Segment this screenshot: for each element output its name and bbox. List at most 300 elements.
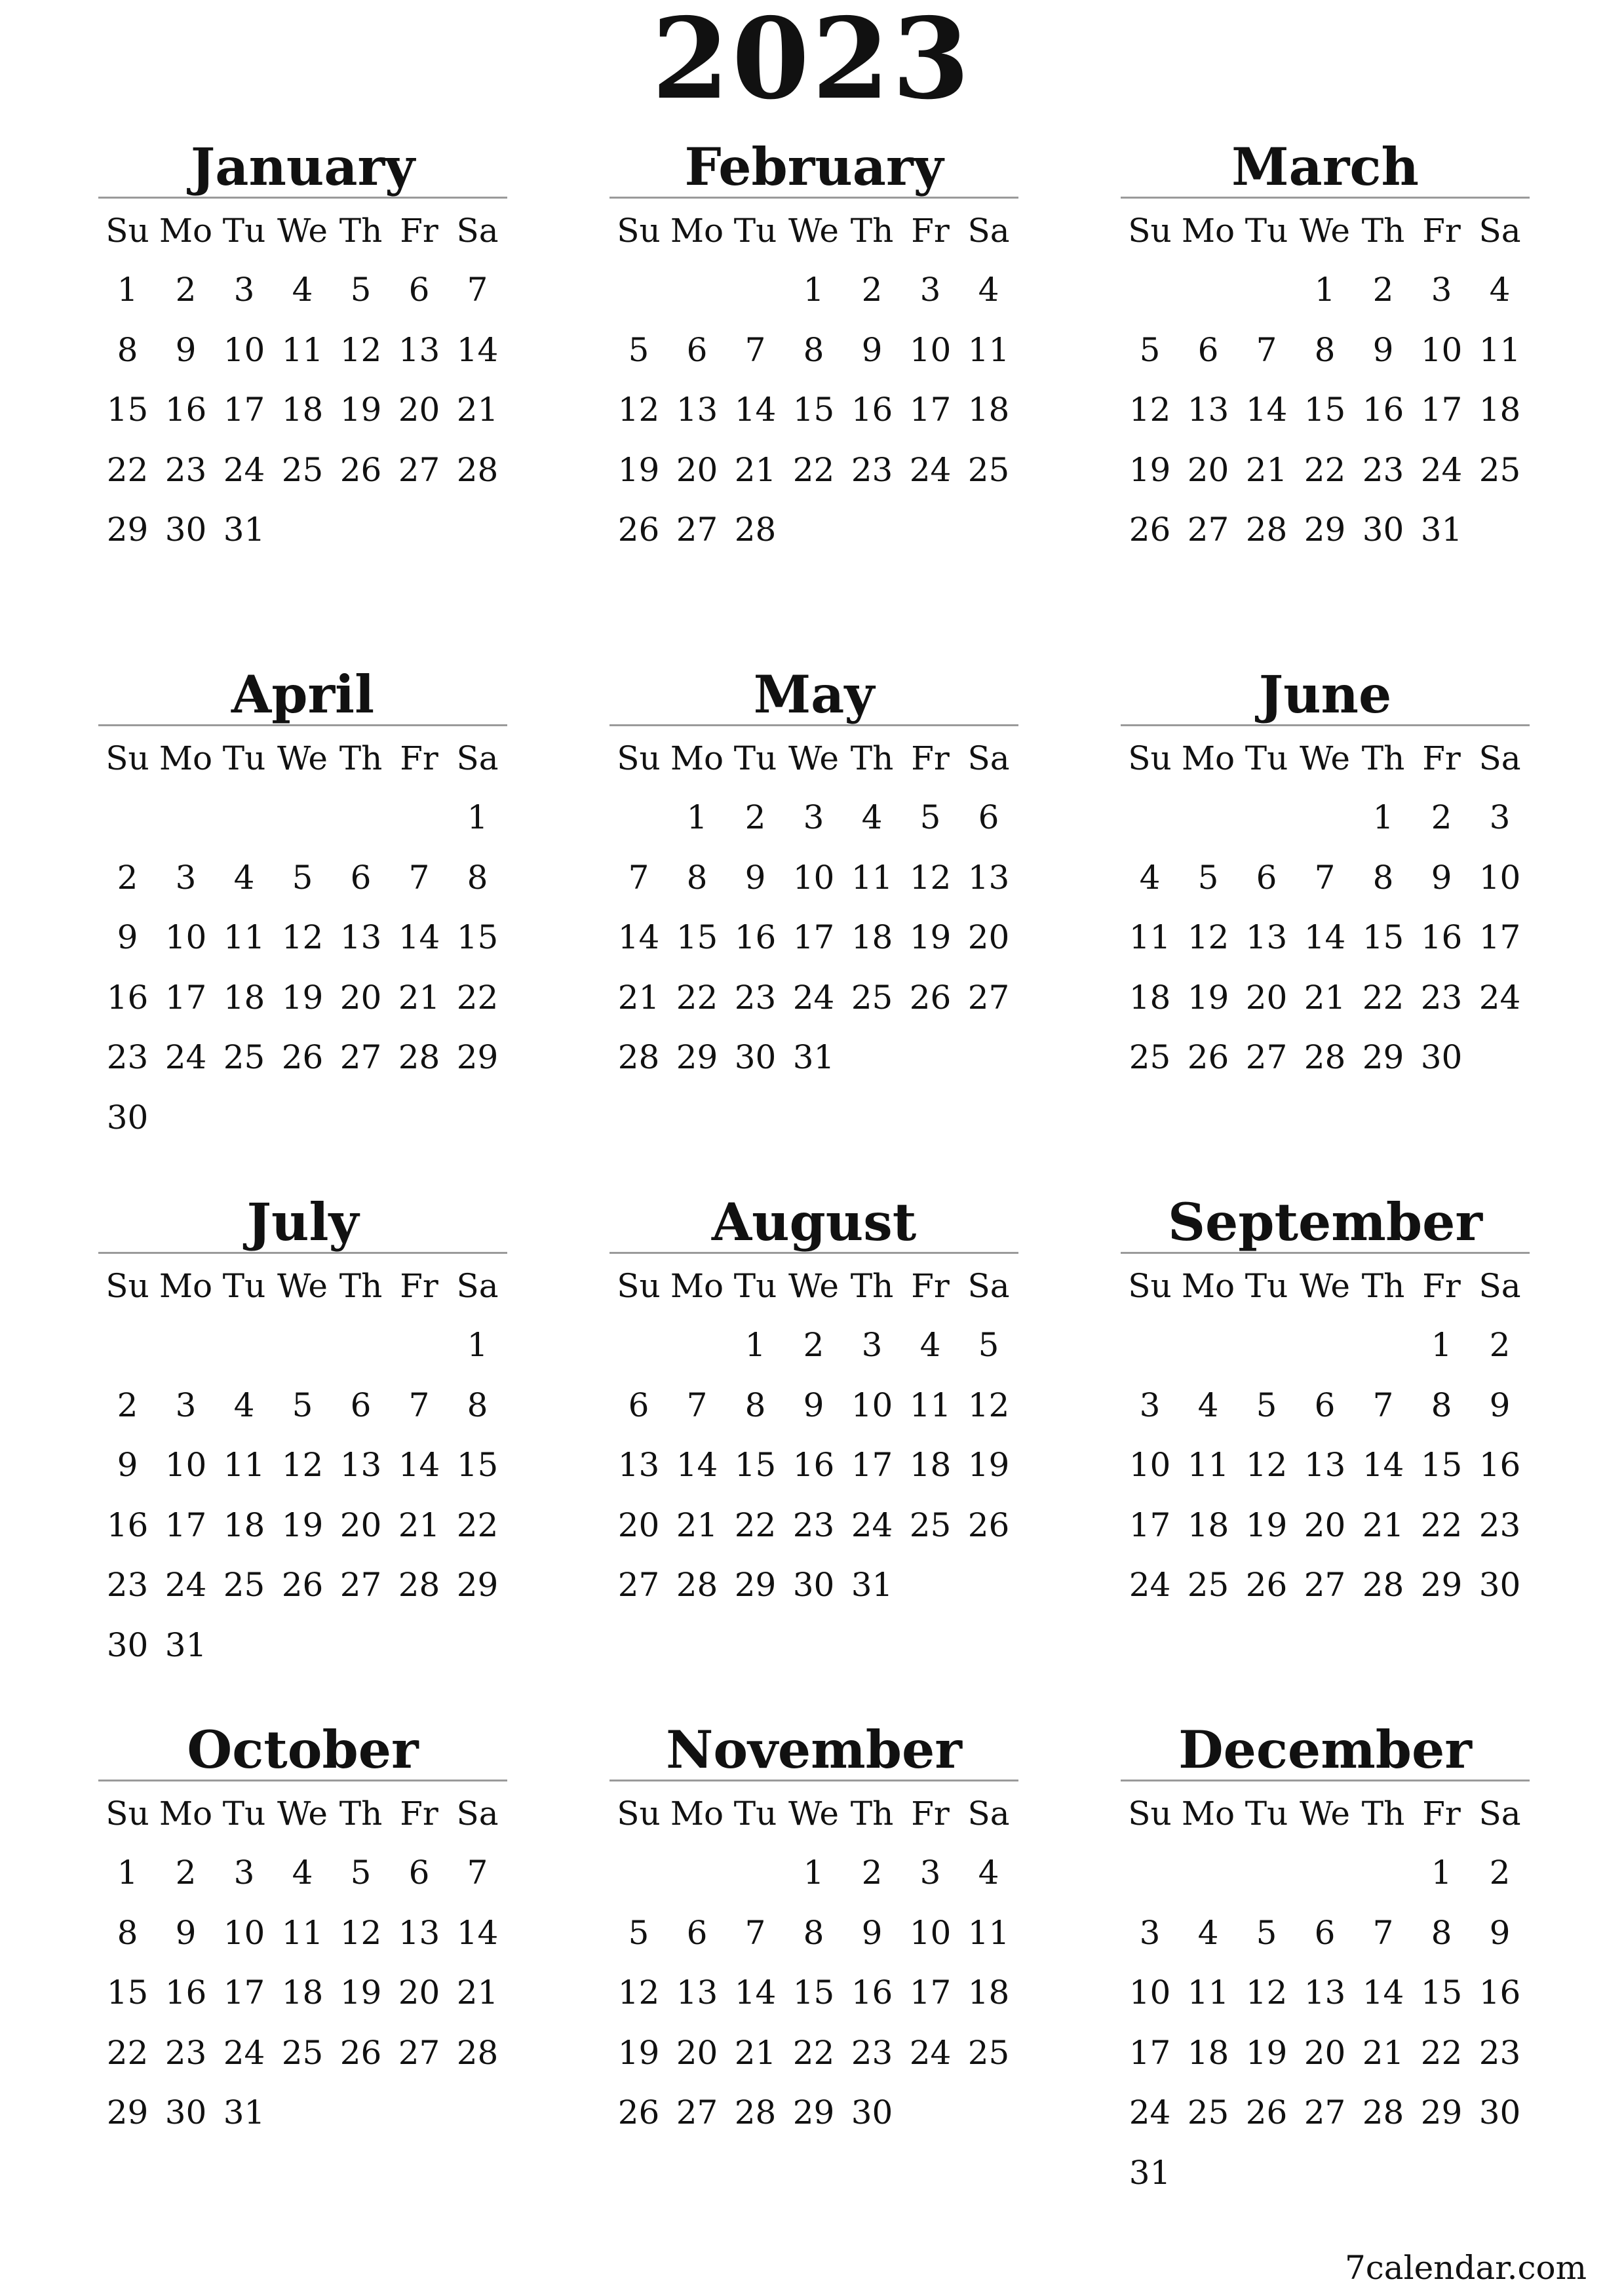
week-row (98, 1963, 507, 2023)
day-cell: 7 (1314, 858, 1336, 897)
month-block (609, 1714, 1018, 2143)
weekday-label: Tu (222, 739, 266, 777)
weekday-label: Tu (1245, 1795, 1288, 1833)
day-cell: 18 (1187, 1506, 1229, 1544)
day-cell: 16 (106, 978, 149, 1017)
day-cell: 27 (676, 2093, 718, 2132)
day-cell: 3 (1431, 271, 1452, 309)
weekday-label: Mo (159, 1267, 213, 1305)
weekday-label: Sa (967, 739, 1010, 777)
day-cell: 13 (1304, 1974, 1346, 2012)
day-cell: 27 (617, 1566, 660, 1605)
day-cell: 1 (467, 1326, 488, 1365)
day-cell: 30 (734, 1038, 777, 1077)
day-cell: 21 (1362, 2033, 1404, 2072)
week-row (609, 1028, 1018, 1088)
day-cell: 2 (744, 798, 766, 837)
day-cell: 22 (456, 978, 499, 1017)
day-cell: 1 (1314, 271, 1336, 309)
day-cell: 28 (734, 511, 777, 549)
day-cell: 25 (223, 1038, 265, 1077)
day-cell: 16 (1420, 918, 1463, 957)
weekday-label: We (277, 739, 328, 777)
week-row (609, 1843, 1018, 1903)
day-cell: 18 (1479, 391, 1521, 429)
month-name: February (684, 136, 944, 197)
day-cell: 2 (803, 1326, 824, 1365)
day-cell: 4 (233, 858, 255, 897)
day-cell: 5 (919, 798, 941, 837)
weekday-label: Mo (670, 1267, 724, 1305)
day-cell: 14 (398, 918, 440, 957)
day-cell: 30 (1479, 1566, 1521, 1605)
week-row (1121, 2083, 1530, 2143)
day-cell: 28 (617, 1038, 660, 1077)
weekday-label: Su (617, 1267, 661, 1305)
day-cell: 27 (676, 511, 718, 549)
day-cell: 29 (106, 2093, 149, 2132)
weekday-label: Su (106, 1267, 149, 1305)
day-cell: 30 (106, 1625, 149, 1664)
day-cell: 1 (467, 798, 488, 837)
day-cell: 22 (1420, 1506, 1463, 1544)
day-cell: 26 (617, 511, 660, 549)
month-block (609, 659, 1018, 1088)
day-cell: 7 (467, 1854, 488, 1892)
day-cell: 13 (1187, 391, 1229, 429)
day-cell: 20 (676, 2033, 718, 2072)
day-cell: 20 (676, 450, 718, 489)
day-cell: 7 (408, 1386, 430, 1424)
weekday-label: Mo (1181, 739, 1235, 777)
day-cell: 28 (1304, 1038, 1346, 1077)
day-cell: 8 (744, 1386, 766, 1424)
weekday-label: We (788, 739, 839, 777)
day-cell: 15 (734, 1446, 777, 1485)
day-cell: 30 (106, 1098, 149, 1137)
month-name: December (1178, 1719, 1472, 1780)
day-cell: 8 (467, 858, 488, 897)
day-cell: 16 (1479, 1974, 1521, 2012)
day-cell: 9 (117, 1446, 138, 1485)
day-cell: 5 (978, 1326, 999, 1365)
day-cell: 24 (164, 1566, 207, 1605)
weekday-label: Th (339, 1795, 383, 1833)
week-row (98, 2023, 507, 2084)
weekday-label: Sa (1479, 212, 1521, 250)
day-cell: 14 (1362, 1446, 1404, 1485)
weekday-header-row (609, 1784, 1018, 1843)
weekday-label: We (788, 1795, 839, 1833)
weekday-label: Th (1361, 1267, 1405, 1305)
day-cell: 21 (398, 1506, 440, 1544)
weekday-header-row (98, 729, 507, 788)
day-cell: 14 (456, 1913, 499, 1952)
day-cell: 7 (686, 1386, 708, 1424)
day-cell: 24 (909, 450, 952, 489)
day-cell: 1 (1431, 1326, 1452, 1365)
day-cell: 10 (792, 858, 835, 897)
day-cell: 24 (792, 978, 835, 1017)
day-cell: 26 (967, 1506, 1010, 1544)
day-cell: 21 (617, 978, 660, 1017)
weekday-header-row (98, 201, 507, 260)
week-row (98, 848, 507, 908)
day-cell: 1 (1372, 798, 1394, 837)
day-cell: 8 (1372, 858, 1394, 897)
day-cell: 13 (398, 330, 440, 369)
day-cell: 3 (919, 1854, 941, 1892)
week-row (98, 1903, 507, 1964)
weekday-label: We (1300, 1795, 1350, 1833)
day-cell: 24 (223, 2033, 265, 2072)
day-cell: 16 (851, 1974, 893, 2012)
day-cell: 18 (281, 391, 324, 429)
weekday-label: Tu (1245, 739, 1288, 777)
day-cell: 26 (1129, 511, 1171, 549)
day-cell: 12 (339, 330, 382, 369)
day-cell: 30 (1420, 1038, 1463, 1077)
day-cell: 26 (1245, 2093, 1288, 2132)
day-cell: 15 (676, 918, 718, 957)
week-row (98, 440, 507, 501)
day-cell: 20 (1304, 1506, 1346, 1544)
day-cell: 5 (350, 271, 372, 309)
day-cell: 10 (164, 918, 207, 957)
day-cell: 1 (803, 271, 824, 309)
day-cell: 26 (617, 2093, 660, 2132)
day-cell: 23 (851, 2033, 893, 2072)
day-cell: 2 (861, 271, 883, 309)
week-row (1121, 1315, 1530, 1376)
week-row (1121, 321, 1530, 381)
day-cell: 29 (1304, 511, 1346, 549)
day-cell: 17 (909, 1974, 952, 2012)
day-cell: 15 (792, 1974, 835, 2012)
day-cell: 25 (281, 450, 324, 489)
day-cell: 16 (734, 918, 777, 957)
day-cell: 28 (734, 2093, 777, 2132)
week-row (98, 380, 507, 440)
weekday-label: We (1300, 1267, 1350, 1305)
day-cell: 6 (1314, 1913, 1336, 1952)
day-cell: 23 (1479, 1506, 1521, 1544)
month-name: July (246, 1192, 359, 1253)
day-cell: 5 (292, 1386, 313, 1424)
day-cell: 29 (792, 2093, 835, 2132)
weekday-label: Fr (911, 212, 950, 250)
week-row (609, 321, 1018, 381)
weekday-label: Su (106, 739, 149, 777)
day-cell: 12 (1245, 1974, 1288, 2012)
weekday-label: Th (1361, 212, 1405, 250)
day-cell: 11 (281, 330, 324, 369)
weekday-label: Tu (733, 739, 777, 777)
day-cell: 2 (117, 858, 138, 897)
day-cell: 5 (292, 858, 313, 897)
day-cell: 20 (339, 978, 382, 1017)
day-cell: 17 (1129, 1506, 1171, 1544)
day-cell: 6 (408, 1854, 430, 1892)
weekday-label: Fr (1422, 1795, 1461, 1833)
day-cell: 27 (398, 450, 440, 489)
weekday-label: Th (339, 739, 383, 777)
day-cell: 9 (861, 330, 883, 369)
weekday-label: Fr (911, 1795, 950, 1833)
day-cell: 21 (456, 1974, 499, 2012)
day-cell: 12 (281, 1446, 324, 1485)
day-cell: 28 (456, 2033, 499, 2072)
weekday-label: We (1300, 739, 1350, 777)
weekday-header-row (609, 729, 1018, 788)
month-block (98, 659, 507, 1148)
day-cell: 7 (408, 858, 430, 897)
weekday-label: Mo (670, 212, 724, 250)
month-block (98, 1186, 507, 1675)
day-cell: 19 (1245, 2033, 1288, 2072)
weekday-label: Fr (400, 212, 438, 250)
day-cell: 4 (1197, 1913, 1219, 1952)
day-cell: 27 (339, 1566, 382, 1605)
weekday-label: Th (339, 212, 383, 250)
day-cell: 18 (281, 1974, 324, 2012)
day-cell: 23 (851, 450, 893, 489)
day-cell: 26 (281, 1566, 324, 1605)
day-cell: 26 (1187, 1038, 1229, 1077)
day-cell: 31 (792, 1038, 835, 1077)
day-cell: 6 (408, 271, 430, 309)
day-cell: 8 (803, 330, 824, 369)
day-cell: 20 (1245, 978, 1288, 1017)
weekday-label: Sa (967, 1267, 1010, 1305)
month-block (98, 131, 507, 560)
week-row (609, 788, 1018, 848)
day-cell: 25 (1187, 1566, 1229, 1605)
day-cell: 6 (686, 330, 708, 369)
weekday-label: Mo (670, 1795, 724, 1833)
weekday-label: Tu (733, 1795, 777, 1833)
day-cell: 27 (1304, 2093, 1346, 2132)
week-row (609, 260, 1018, 321)
week-row (98, 1616, 507, 1676)
day-cell: 13 (339, 1446, 382, 1485)
month-block (609, 1186, 1018, 1616)
day-cell: 27 (967, 978, 1010, 1017)
day-cell: 14 (676, 1446, 718, 1485)
day-cell: 14 (1245, 391, 1288, 429)
weekday-header-row (1121, 1256, 1530, 1315)
day-cell: 16 (851, 391, 893, 429)
day-cell: 15 (456, 1446, 499, 1485)
day-cell: 6 (978, 798, 999, 837)
month-name: November (666, 1719, 962, 1780)
day-cell: 10 (1420, 330, 1463, 369)
day-cell: 19 (339, 391, 382, 429)
day-cell: 13 (1245, 918, 1288, 957)
month-name: October (187, 1719, 419, 1780)
day-cell: 19 (617, 450, 660, 489)
day-cell: 10 (909, 1913, 952, 1952)
day-cell: 31 (223, 2093, 265, 2132)
day-cell: 18 (967, 1974, 1010, 2012)
weekday-label: Fr (911, 1267, 950, 1305)
week-row (1121, 1843, 1530, 1903)
week-row (1121, 500, 1530, 560)
week-row (1121, 1496, 1530, 1556)
day-cell: 12 (1245, 1446, 1288, 1485)
day-cell: 16 (792, 1446, 835, 1485)
day-cell: 10 (1129, 1974, 1171, 2012)
day-cell: 28 (398, 1566, 440, 1605)
day-cell: 29 (1420, 1566, 1463, 1605)
day-cell: 1 (686, 798, 708, 837)
day-cell: 30 (164, 511, 207, 549)
day-cell: 14 (617, 918, 660, 957)
day-cell: 25 (909, 1506, 952, 1544)
weekday-label: Mo (159, 1795, 213, 1833)
weekday-label: Mo (1181, 1795, 1235, 1833)
day-cell: 2 (117, 1386, 138, 1424)
week-row (98, 1843, 507, 1903)
day-cell: 20 (398, 1974, 440, 2012)
day-cell: 4 (1197, 1386, 1219, 1424)
day-cell: 18 (1129, 978, 1171, 1017)
day-cell: 14 (1304, 918, 1346, 957)
month-block (1121, 131, 1530, 560)
day-cell: 20 (398, 391, 440, 429)
day-cell: 22 (106, 2033, 149, 2072)
day-cell: 19 (281, 1506, 324, 1544)
day-cell: 16 (164, 391, 207, 429)
day-cell: 11 (1187, 1446, 1229, 1485)
day-cell: 22 (456, 1506, 499, 1544)
day-cell: 19 (339, 1974, 382, 2012)
day-cell: 10 (223, 1913, 265, 1952)
weekday-label: Sa (967, 212, 1010, 250)
day-cell: 20 (1187, 450, 1229, 489)
day-cell: 23 (106, 1038, 149, 1077)
day-cell: 27 (398, 2033, 440, 2072)
day-cell: 22 (1362, 978, 1404, 1017)
day-cell: 22 (676, 978, 718, 1017)
month-name: September (1167, 1192, 1483, 1253)
week-row (609, 908, 1018, 968)
day-cell: 10 (1129, 1446, 1171, 1485)
day-cell: 26 (339, 2033, 382, 2072)
week-row (1121, 968, 1530, 1028)
day-cell: 3 (1139, 1386, 1161, 1424)
weekday-label: Th (850, 739, 894, 777)
day-cell: 12 (909, 858, 952, 897)
day-cell: 10 (851, 1386, 893, 1424)
day-cell: 31 (164, 1625, 207, 1664)
day-cell: 14 (456, 330, 499, 369)
day-cell: 19 (967, 1446, 1010, 1485)
week-row (98, 1028, 507, 1088)
day-cell: 23 (734, 978, 777, 1017)
weekday-header-row (98, 1784, 507, 1843)
day-cell: 28 (1362, 2093, 1404, 2132)
day-cell: 2 (861, 1854, 883, 1892)
week-row (98, 1496, 507, 1556)
weekday-label: Fr (400, 1267, 438, 1305)
day-cell: 2 (1489, 1326, 1511, 1365)
week-row (1121, 2143, 1530, 2204)
day-cell: 18 (223, 1506, 265, 1544)
weekday-header-row (98, 1256, 507, 1315)
day-cell: 17 (851, 1446, 893, 1485)
weekday-label: Tu (222, 212, 266, 250)
week-row (98, 968, 507, 1028)
day-cell: 15 (1362, 918, 1404, 957)
day-cell: 19 (617, 2033, 660, 2072)
day-cell: 31 (1420, 511, 1463, 549)
day-cell: 21 (676, 1506, 718, 1544)
day-cell: 8 (1431, 1386, 1452, 1424)
day-cell: 18 (909, 1446, 952, 1485)
week-row (98, 1315, 507, 1376)
weekday-label: Fr (1422, 1267, 1461, 1305)
day-cell: 1 (117, 271, 138, 309)
weekday-label: We (1300, 212, 1350, 250)
day-cell: 8 (686, 858, 708, 897)
day-cell: 15 (456, 918, 499, 957)
week-row (609, 1435, 1018, 1496)
week-row (609, 968, 1018, 1028)
week-row (1121, 788, 1530, 848)
week-row (1121, 1435, 1530, 1496)
month-name: May (753, 664, 875, 725)
month-block (1121, 1186, 1530, 1616)
day-cell: 5 (628, 330, 649, 369)
week-row (98, 2083, 507, 2143)
weekday-label: We (277, 1795, 328, 1833)
day-cell: 4 (978, 271, 999, 309)
week-row (98, 260, 507, 321)
day-cell: 9 (175, 1913, 197, 1952)
day-cell: 4 (292, 1854, 313, 1892)
day-cell: 14 (734, 391, 777, 429)
week-row (1121, 1555, 1530, 1616)
week-row (98, 1555, 507, 1616)
day-cell: 1 (744, 1326, 766, 1365)
day-cell: 22 (106, 450, 149, 489)
weekday-label: Su (617, 739, 661, 777)
month-block (1121, 1714, 1530, 2203)
weekday-label: Sa (1479, 1267, 1521, 1305)
day-cell: 30 (792, 1566, 835, 1605)
day-cell: 23 (164, 450, 207, 489)
weekday-label: Su (106, 1795, 149, 1833)
weekday-label: Su (1128, 1267, 1172, 1305)
day-cell: 4 (919, 1326, 941, 1365)
year-title: 2023 (651, 0, 973, 125)
day-cell: 6 (628, 1386, 649, 1424)
day-cell: 15 (1420, 1974, 1463, 2012)
day-cell: 20 (617, 1506, 660, 1544)
week-row (1121, 2023, 1530, 2084)
day-cell: 9 (117, 918, 138, 957)
day-cell: 24 (1420, 450, 1463, 489)
day-cell: 19 (281, 978, 324, 1017)
day-cell: 6 (686, 1913, 708, 1952)
week-row (609, 2083, 1018, 2143)
day-cell: 2 (1372, 271, 1394, 309)
day-cell: 27 (339, 1038, 382, 1077)
day-cell: 5 (350, 1854, 372, 1892)
weekday-label: Sa (1479, 1795, 1521, 1833)
day-cell: 29 (1362, 1038, 1404, 1077)
